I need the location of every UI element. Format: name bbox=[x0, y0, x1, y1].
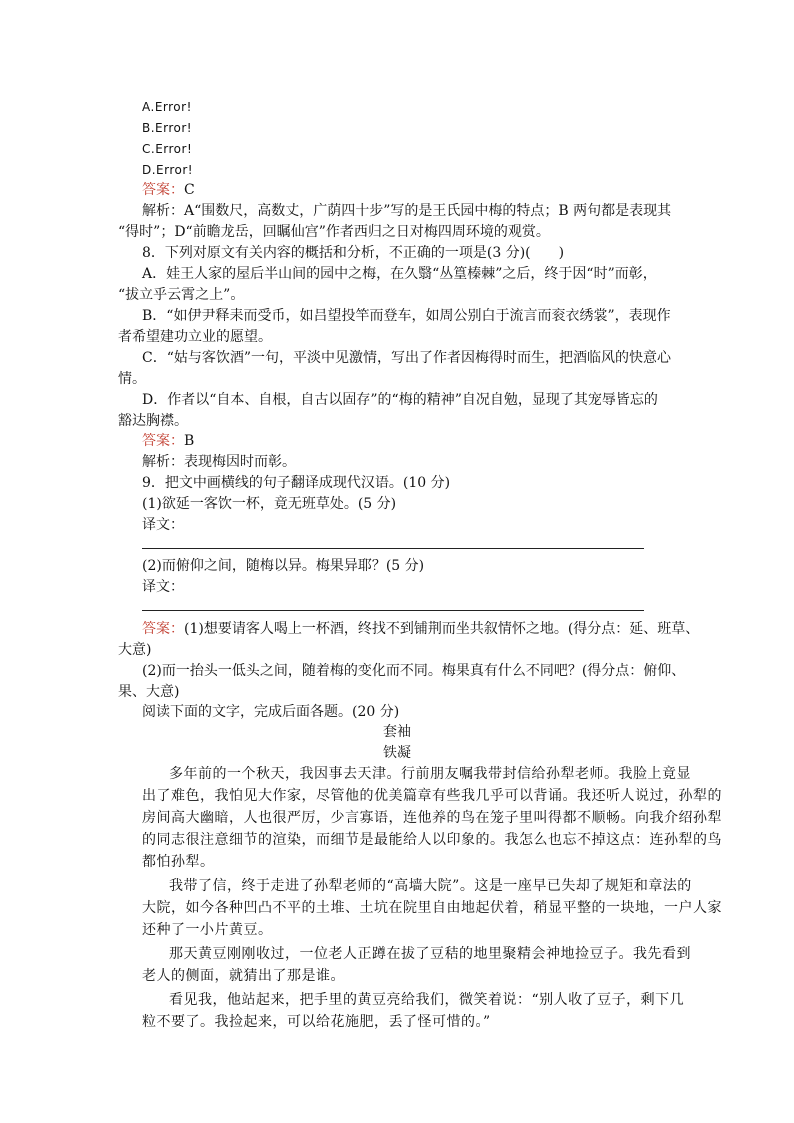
q9-sentence-2: (2)而俯仰之间，随梅以异。梅果异耶？(5 分) bbox=[142, 558, 425, 574]
q9-translate-label-2: 译文： bbox=[142, 579, 184, 595]
answer-label: 答案： bbox=[142, 621, 184, 637]
answer-value: B bbox=[184, 433, 195, 449]
q8-option-c-line-2: 情。 bbox=[118, 371, 146, 387]
q8-option-d-line-1: D．作者以“自本、自根，自古以固存”的“梅的精神”自况自勉，显现了其宠辱皆忘的 bbox=[142, 392, 658, 408]
q8-option-b-line-1: B．“如伊尹释耒而受币，如吕望投竿而登车，如周公别白于流言而衮衣绣裳”，表现作 bbox=[142, 308, 671, 324]
answer-label: 答案： bbox=[142, 182, 184, 198]
q8-stem: 8．下列对原文有关内容的概括和分析，不正确的一项是(3 分)( ) bbox=[142, 245, 565, 261]
analysis-text: A“围数尺，高数丈，广荫四十步”写的是王氏园中梅的特点；B 两句都是表现其 bbox=[184, 203, 672, 219]
passage-p1-line-3: 房间高大幽暗，人也很严厉，少言寡语，连他养的鸟在笼子里叫得都不顺畅。向我介绍孙犁 bbox=[142, 810, 722, 826]
analysis-label: 解析： bbox=[142, 454, 184, 470]
passage-p4-line-2: 粒不要了。我捡起来，可以给花施肥，丢了怪可惜的。” bbox=[142, 1014, 491, 1030]
passage-p1-line-5: 都怕孙犁。 bbox=[142, 854, 215, 870]
passage-author: 铁凝 bbox=[383, 745, 411, 761]
passage-p2-line-3: 还种了一小片黄豆。 bbox=[142, 922, 273, 938]
q8-option-a-line-2: “拔立乎云霄之上”。 bbox=[118, 287, 245, 303]
q7-answer bbox=[142, 180, 195, 201]
passage-p2-line-1: 我带了信，终于走进了孙犁老师的“高墙大院”。这是一座早已失却了规矩和章法的 bbox=[169, 878, 692, 894]
q8-option-d-line-2: 豁达胸襟。 bbox=[118, 413, 188, 429]
q9-answer-1-line-1 bbox=[142, 619, 699, 640]
answer-label: 答案： bbox=[142, 433, 184, 449]
analysis-label: 解析： bbox=[142, 203, 184, 219]
q7-analysis-line-2: “得时”；D“前瞻龙岳，回瞩仙宫”作者西归之日对梅四周环境的观赏。 bbox=[118, 224, 550, 240]
passage-p3-line-2: 老人的侧面，就猜出了那是谁。 bbox=[142, 968, 345, 984]
q9-answer-2-line-2: 果、大意) bbox=[118, 684, 180, 700]
q8-option-b-line-2: 者希望建功立业的愿望。 bbox=[118, 329, 272, 345]
q8-analysis bbox=[142, 452, 296, 473]
answer-blank-line-1 bbox=[142, 548, 644, 549]
passage-p1-line-2: 出了难色，我怕见大作家，尽管他的优美篇章有些我几乎可以背诵。我还听人说过，孙犁的 bbox=[142, 788, 722, 804]
reading-intro: 阅读下面的文字，完成后面各题。(20 分) bbox=[142, 704, 400, 720]
q9-translate-label-1: 译文： bbox=[142, 517, 184, 533]
q8-answer bbox=[142, 431, 194, 452]
passage-p1-line-1: 多年前的一个秋天，我因事去天津。行前朋友嘱我带封信给孙犁老师。我脸上竟显 bbox=[169, 766, 691, 782]
answer-text: (1)想要请客人喝上一杯酒，终找不到铺荆而坐共叙情怀之地。(得分点：延、班草、 bbox=[184, 621, 700, 637]
q9-sentence-1: (1)欲延一客饮一杯，竟无班草处。(5 分) bbox=[142, 496, 397, 512]
q8-option-c-line-1: C．“姑与客饮酒”一句，平淡中见激情，写出了作者因梅得时而生，把酒临风的快意心 bbox=[142, 350, 672, 366]
q9-stem: 9．把文中画横线的句子翻译成现代汉语。(10 分) bbox=[142, 475, 451, 491]
passage-p2-line-2: 大院，如今各种凹凸不平的土堆、土坑在院里自由地起伏着，稍显平整的一块地，一户人家 bbox=[142, 900, 722, 916]
passage-p1-line-4: 的同志很注意细节的渲染，而细节是最能给人以印象的。我怎么也忘不掉这点：连孙犁的鸟 bbox=[142, 832, 722, 848]
passage-title: 套袖 bbox=[383, 724, 411, 740]
option-a-error: A.Error! bbox=[142, 100, 192, 114]
passage-p4-line-1: 看见我，他站起来，把手里的黄豆亮给我们，微笑着说：“别人收了豆子，剩下几 bbox=[169, 992, 685, 1008]
q7-analysis-line-1 bbox=[142, 201, 671, 222]
option-d-error: D.Error! bbox=[142, 163, 194, 177]
analysis-text: 表现梅因时而彰。 bbox=[184, 454, 296, 470]
answer-value: C bbox=[184, 182, 195, 198]
q9-answer-2-line-1: (2)而一抬头一低头之间，随着梅的变化而不同。梅果真有什么不同吧？(得分点：俯仰、 bbox=[142, 663, 686, 679]
q8-option-a-line-1: A．娃王人家的屋后半山间的园中之梅，在久翳“丛篁榛棘”之后，终于因“时”而彰， bbox=[142, 266, 657, 282]
answer-blank-line-2 bbox=[142, 610, 644, 611]
option-c-error: C.Error! bbox=[142, 142, 193, 156]
q9-answer-1-line-2: 大意) bbox=[118, 642, 152, 658]
passage-p3-line-1: 那天黄豆刚刚收过，一位老人正蹲在拔了豆秸的地里聚精会神地捡豆子。我先看到 bbox=[169, 946, 691, 962]
option-b-error: B.Error! bbox=[142, 121, 193, 135]
